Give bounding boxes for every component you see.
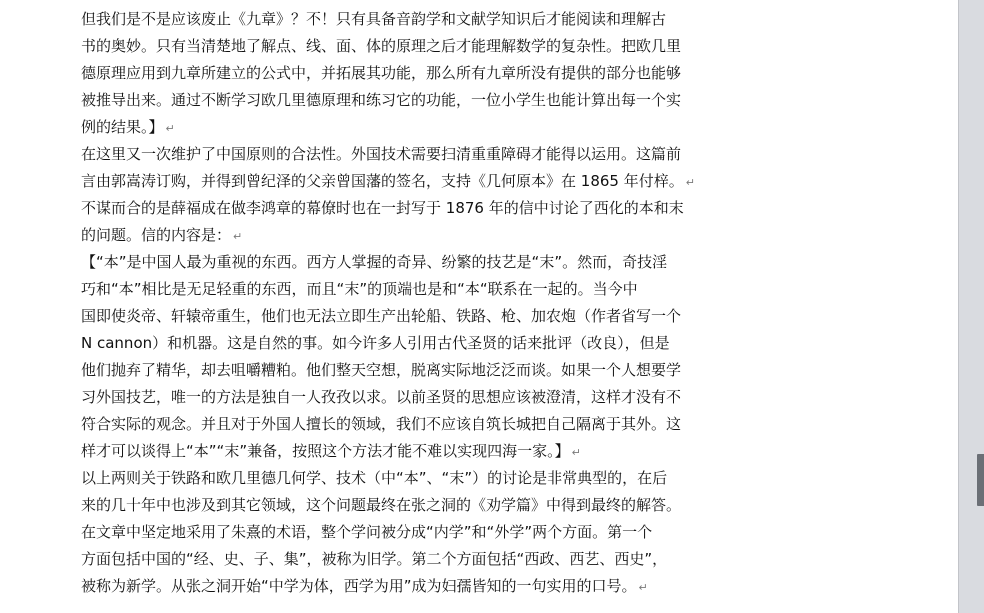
line-text: 来的几十年中也涉及到其它领域，这个问题最终在张之洞的《劝学篇》中得到最终的解答。 — [81, 496, 682, 514]
line-text: 方面包括中国的“经、史、子、集”，被称为旧学。第二个方面包括“西政、西艺、西史”， — [81, 550, 668, 568]
line-text: 符合实际的观念。并且对于外国人擅长的领域，我们不应该自筑长城把自己隔离于其外。这 — [81, 415, 682, 433]
text-line-4 — [81, 87, 805, 114]
line-text: 巧和“本”相比是无足轻重的东西，而且“末”的顶端也是和“本“联系在一起的。当今中 — [81, 280, 638, 298]
line-text: 在这里又一次维护了中国原则的合法性。外国技术需要扫清重重障碍才能得以运用。这篇前 — [81, 145, 682, 163]
text-line-1 — [81, 6, 805, 33]
text-line-8 — [81, 195, 805, 222]
line-text: 例的结果。】 — [81, 118, 164, 136]
text-line-22 — [81, 573, 805, 600]
text-line-19 — [81, 492, 805, 519]
paragraph-mark-icon: ↵ — [165, 122, 175, 135]
line-text: 的问题。信的内容是： — [81, 226, 232, 244]
line-text: 德原理应用到九章所建立的公式中，并拓展其功能，那么所有九章所没有提供的部分也能够 — [81, 64, 682, 82]
document-body[interactable] — [81, 6, 805, 600]
line-text: N cannon）和机器。这是自然的事。如今许多人引用古代圣贤的话来批评（改良），但是 — [81, 334, 670, 352]
line-text: 【“本”是中国人最为重视的东西。西方人掌握的奇异、纷繁的技艺是“末”。然而，奇技淫 — [81, 253, 668, 271]
line-text: 习外国技艺，唯一的方法是独自一人孜孜以求。以前圣贤的思想应该被澄清，这样才没有不 — [81, 388, 682, 406]
text-line-2 — [81, 33, 805, 60]
text-line-6 — [81, 141, 805, 168]
text-line-15 — [81, 384, 805, 411]
text-line-21 — [81, 546, 805, 573]
text-line-7 — [81, 168, 805, 195]
text-line-14 — [81, 357, 805, 384]
line-text: 以上两则关于铁路和欧几里德几何学、技术（中“本”、“末”）的讨论是非常典型的，在后 — [81, 469, 668, 487]
text-line-20 — [81, 519, 805, 546]
text-line-18 — [81, 465, 805, 492]
text-line-12 — [81, 303, 805, 330]
line-text: 但我们是不是应该废止《九章》？不！只有具备音韵学和文献学知识后才能阅读和理解古 — [81, 10, 667, 28]
text-line-10 — [81, 249, 805, 276]
text-line-17 — [81, 438, 805, 465]
text-line-13 — [81, 330, 805, 357]
line-text: 他们抛弃了精华，却去咀嚼糟粕。他们整天空想，脱离实际地泛泛而谈。如果一个人想要学 — [81, 361, 682, 379]
vertical-scrollbar[interactable] — [958, 0, 984, 613]
text-line-9 — [81, 222, 805, 249]
text-line-11 — [81, 276, 805, 303]
line-text: 被推导出来。通过不断学习欧几里德原理和练习它的功能，一位小学生也能计算出每一个实 — [81, 91, 682, 109]
text-line-5 — [81, 114, 805, 141]
paragraph-mark-icon: ↵ — [685, 176, 695, 189]
line-text: 被称为新学。从张之洞开始“中学为体，西学为用”成为妇孺皆知的一句实用的口号。 — [81, 577, 637, 595]
line-text: 不谋而合的是薛福成在做李鸿章的幕僚时也在一封写于 1876 年的信中讨论了西化的本和末 — [81, 199, 684, 217]
line-text: 国即使炎帝、轩辕帝重生，他们也无法立即生产出轮船、铁路、枪、加农炮（作者省写一个 — [81, 307, 682, 325]
paragraph-mark-icon: ↵ — [571, 446, 581, 459]
scrollbar-thumb[interactable] — [977, 454, 984, 506]
paragraph-mark-icon: ↵ — [233, 230, 243, 243]
line-text: 样才可以谈得上“本”“末”兼备，按照这个方法才能不难以实现四海一家。】 — [81, 442, 570, 460]
line-text: 言由郭嵩涛订购，并得到曾纪泽的父亲曾国藩的签名，支持《几何原本》在 1865 年付梓。 — [81, 172, 684, 190]
text-line-16 — [81, 411, 805, 438]
text-line-3 — [81, 60, 805, 87]
line-text: 书的奥妙。只有当清楚地了解点、线、面、体的原理之后才能理解数学的复杂性。把欧几里 — [81, 37, 682, 55]
line-text: 在文章中坚定地采用了朱熹的术语，整个学问被分成“内学”和“外学”两个方面。第一个 — [81, 523, 653, 541]
paragraph-mark-icon: ↵ — [638, 581, 648, 594]
